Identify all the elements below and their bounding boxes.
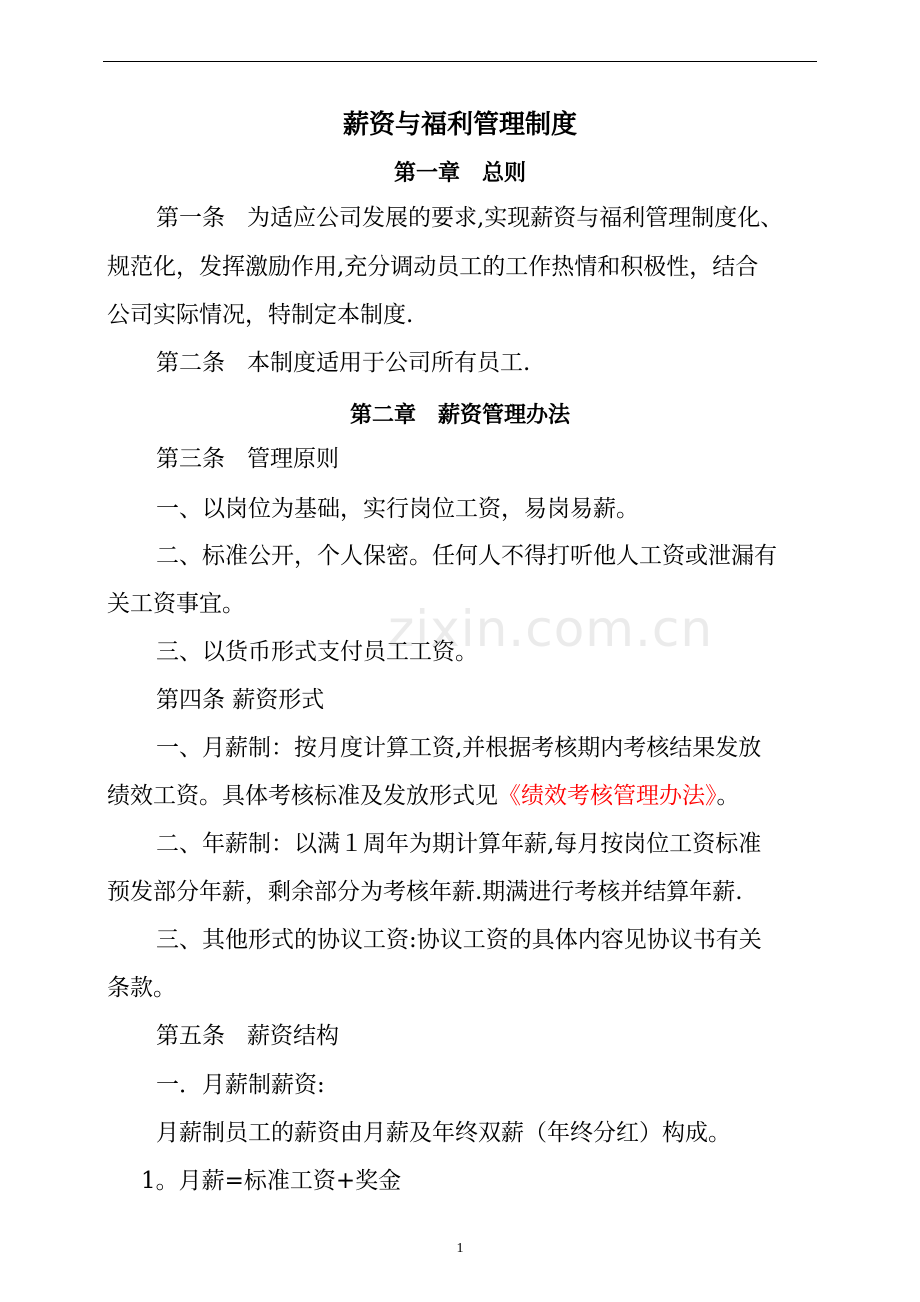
structure-formula: 1。月薪=标准工资+奖金 bbox=[141, 1168, 402, 1194]
agreement-line-2: 条款。 bbox=[107, 975, 176, 1001]
article-2-text: 本制度适用于公司所有员工. bbox=[247, 350, 531, 376]
chapter-2-heading: 第二章 薪资管理办法 bbox=[349, 403, 570, 428]
article-5-label: 第五条 bbox=[156, 1023, 225, 1049]
article-5-line bbox=[156, 1021, 339, 1051]
monthly-line-2 bbox=[107, 781, 740, 811]
watermark: zixin.com.cn bbox=[388, 600, 714, 658]
article-3-line bbox=[156, 444, 339, 474]
article-3-label: 第三条 bbox=[156, 446, 225, 472]
article-1-line-3: 公司实际情况，特制定本制度. bbox=[107, 302, 414, 328]
agreement-line-1: 三、其他形式的协议工资:协议工资的具体内容见协议书有关 bbox=[156, 927, 762, 953]
header-rule bbox=[103, 61, 817, 62]
monthly-line-1: 一、月薪制：按月度计算工资,并根据考核期内考核结果发放 bbox=[156, 735, 762, 761]
article-3-text: 管理原则 bbox=[247, 446, 339, 472]
annual-line-1: 二、年薪制：以满１周年为期计算年薪,每月按岗位工资标准 bbox=[156, 831, 762, 857]
principle-1: 一、以岗位为基础，实行岗位工资，易岗易薪。 bbox=[156, 496, 639, 522]
structure-desc: 月薪制员工的薪资由月薪及年终双薪（年终分红）构成。 bbox=[156, 1120, 731, 1146]
annual-line-2: 预发部分年薪，剩余部分为考核年薪.期满进行考核并结算年薪. bbox=[107, 879, 743, 905]
article-1-text-1: 为适应公司发展的要求,实现薪资与福利管理制度化、 bbox=[247, 205, 784, 231]
article-1-line-1 bbox=[156, 203, 783, 233]
structure-item-1: 一．月薪制薪资: bbox=[156, 1072, 325, 1098]
principle-2-line-2: 关工资事宜。 bbox=[107, 591, 245, 617]
article-2-line bbox=[156, 348, 530, 378]
page-number: 1 bbox=[456, 1241, 464, 1256]
article-1-label: 第一条 bbox=[156, 205, 225, 231]
monthly-line-2-text: 绩效工资。具体考核标准及发放形式见 bbox=[107, 783, 498, 809]
monthly-line-2-end: 。 bbox=[716, 783, 740, 809]
article-5-text: 薪资结构 bbox=[247, 1023, 339, 1049]
principle-2-line-1: 二、标准公开，个人保密。任何人不得打听他人工资或泄漏有 bbox=[156, 543, 777, 569]
document-title: 薪资与福利管理制度 bbox=[342, 110, 577, 140]
principle-3: 三、以货币形式支付员工工资。 bbox=[156, 639, 478, 665]
article-1-line-2: 规范化，发挥激励作用,充分调动员工的工作热情和积极性，结合 bbox=[107, 254, 759, 280]
article-2-label: 第二条 bbox=[156, 350, 225, 376]
chapter-1-heading: 第一章 总则 bbox=[393, 161, 526, 186]
performance-policy-link[interactable]: 《绩效考核管理办法》 bbox=[498, 783, 717, 809]
article-4-heading: 第四条 薪资形式 bbox=[156, 687, 325, 713]
